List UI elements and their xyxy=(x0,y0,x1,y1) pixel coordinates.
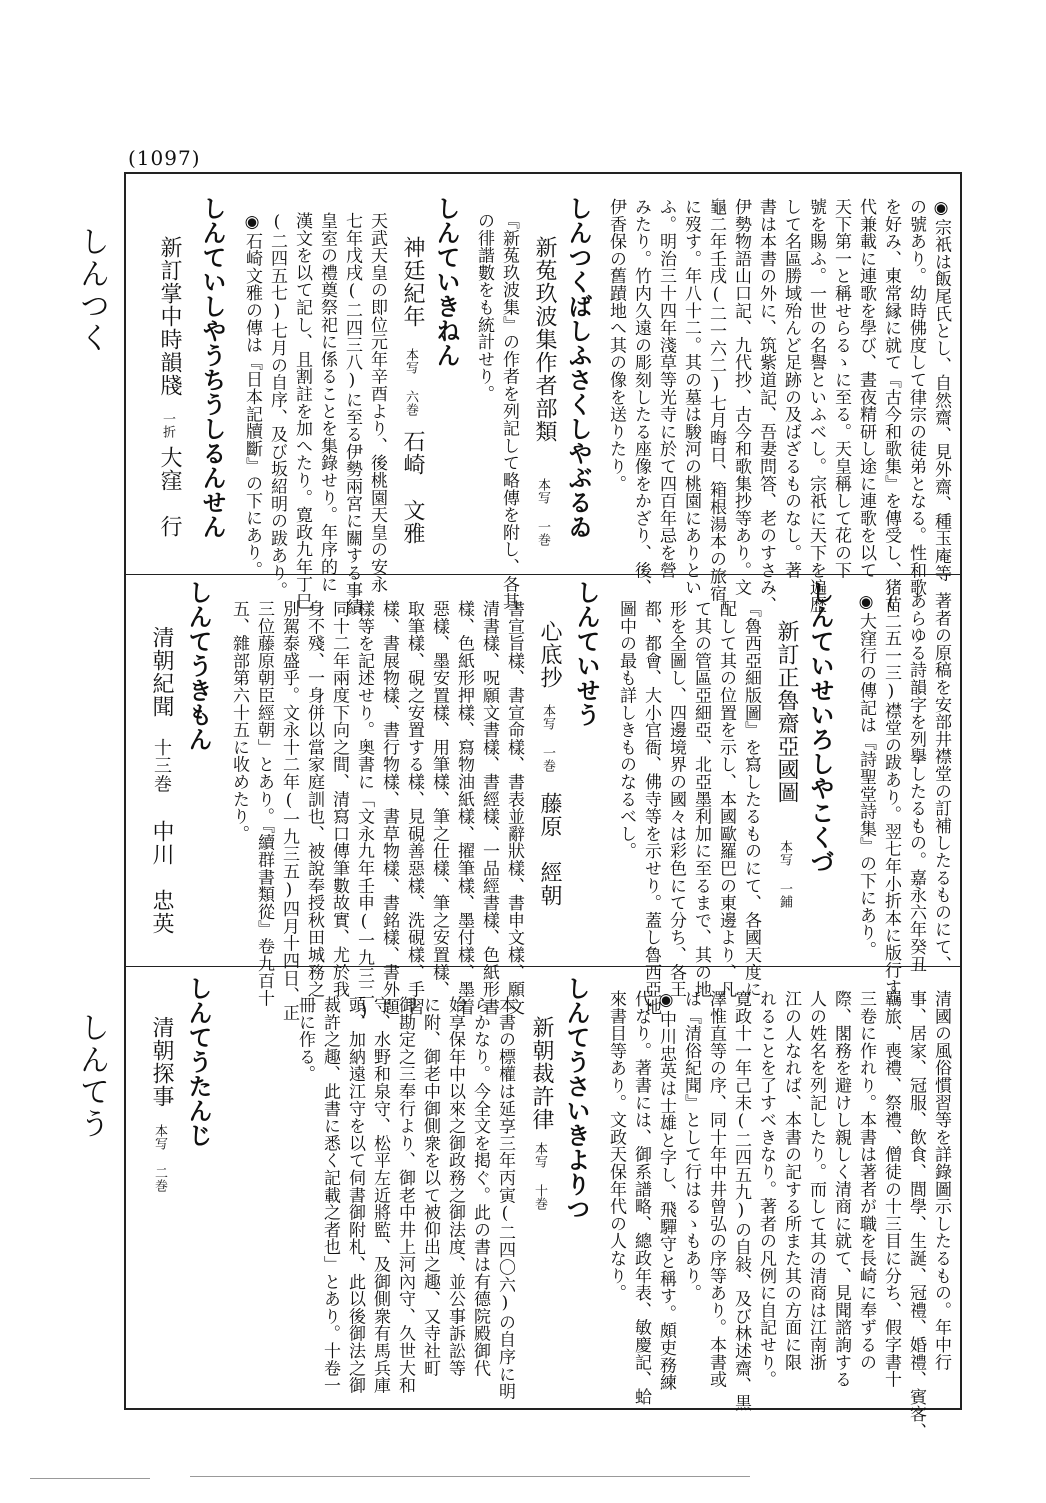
text-line: 樣、書展物樣、書行物樣、書草物樣、書銘樣、書外題 xyxy=(379,600,399,1016)
text-line: 御勘定之三奉行より、御老中井上河內守、久世大和 xyxy=(395,996,415,1394)
entry-heading: しんつくばしふさくしやぶるゐ xyxy=(564,196,593,539)
text-line: らかなり。今全文を掲ぐ。此の書は有德院殿御代 xyxy=(470,996,490,1377)
text-line: 樣、色紙形押樣、寫物油紙樣、擢筆樣、墨付樣、墨着 xyxy=(454,600,474,1016)
entry-heading: しんてうたんじ xyxy=(184,976,213,1148)
text-line: 代兼載に連歌を學び、晝夜精研し途に連歌を以て xyxy=(856,198,876,579)
entry-title: 神廷紀年 xyxy=(400,236,425,328)
entry-title: 新菟玖波集作者部類 xyxy=(532,236,557,443)
entry-author: 石崎 文雅 xyxy=(400,430,425,545)
text-line: みたり。竹内久遠の彫刻したる座像をかざり、後、 xyxy=(631,198,651,596)
text-line: 守、水野和泉守、松平左近將監、及御側衆有馬兵庫 xyxy=(370,996,390,1394)
text-line: 羈旅、喪禮、祭禮、僧徒の十三目に分ち、假字書十 xyxy=(881,990,901,1388)
entry-author: 藤原 經朝 xyxy=(537,792,562,907)
text-line: 頭、加納遠江守を以て伺書御附札、此以後御法之御 xyxy=(345,996,365,1394)
entry-heading: しんていきねん xyxy=(432,196,461,368)
text-line: 代なり。著書には、御系譜略、總政年表、敏慶記、蛤 xyxy=(631,990,651,1406)
entry-title: 清朝紀聞 xyxy=(149,626,174,718)
text-line: 漢文を以て記し、且割註を加へたり。寛政九年丁巳 xyxy=(292,212,312,610)
text-line: 來書目等あり。文政天保年代の人なり。 xyxy=(606,990,626,1302)
text-line: 書宣旨樣、書宣命樣、書表並辭狀樣、書申文樣、願文 xyxy=(504,600,524,1016)
entry-title: 心底抄 xyxy=(537,620,562,689)
entry-author: 中川 忠英 xyxy=(149,820,174,935)
text-line: て其の管區亞細亞、北亞墨利加に至るまで、其の地 xyxy=(691,600,711,998)
entry-meta: 本写 二巻 xyxy=(152,1124,167,1193)
text-line: 三卷に作れり。本書は著者が職を長崎に奉ずるの xyxy=(856,990,876,1371)
text-line: ◉宗祇は飯尾氏とし、自然齋、見外齋、種玉庵等 xyxy=(931,198,951,582)
text-line: を好み、東常縁に就て『古今和歌集』を傳受し、猪苗 xyxy=(881,198,901,614)
entry-title: 清朝探事 xyxy=(149,1016,174,1108)
text-line: 清書樣、呪願文書樣、書經樣、一品經書樣、色紙形書 xyxy=(479,600,499,1016)
side-header-bottom: しんてう xyxy=(74,1012,109,1140)
text-line: 伊香保の舊蹟地へ其の像を送りたり。 xyxy=(606,198,626,493)
text-line: は『清俗紀聞』として行はるゝもあり。 xyxy=(681,990,701,1302)
text-line: 樣等を記述せり。奥書に「文永九年壬申(一九三二) xyxy=(354,600,374,1022)
text-line: 寛政十一年己未(二四五九)の自敍、及び林述齋、黒 xyxy=(731,990,751,1412)
text-line: 三位藤原朝臣經朝」とあり。『續群書類從』卷九百十 xyxy=(254,600,274,1007)
text-line: (二五一三)襟堂の跋あり。翌七年小折本に版行す。 xyxy=(881,592,901,1014)
text-line: 同十二年兩度下向之間、清寫口傳筆數故實、尤於我 xyxy=(329,600,349,998)
text-line: あらゆる詩韻字を列擧したるもの。嘉永六年癸丑 xyxy=(906,592,926,973)
text-line: に歿す。年八十二。其の墓は駿河の桃園にありとい xyxy=(681,198,701,596)
entry-heading: しんていしやうちうしるんせん xyxy=(198,196,227,539)
text-line: 江の人なれば、本書の記する所また其の方面に限 xyxy=(781,990,801,1371)
text-line: 冊に作る。 xyxy=(295,996,315,1083)
entry-meta: 一折 xyxy=(160,412,175,439)
text-line: 澤惟直等の序、同十年中井曾弘の序等あり。本書或 xyxy=(706,990,726,1388)
entry-meta: 本写 一巻 xyxy=(540,704,555,773)
text-line: 身不殘、一身併以當家庭訓也、被說奉授秋田城務之 xyxy=(304,600,324,998)
bottom-margin-rule-2 xyxy=(190,1476,750,1477)
entry-heading: しんていせう xyxy=(572,580,601,727)
side-header-top: しんつく xyxy=(74,226,109,354)
entry-meta: 本写 六巻 xyxy=(403,348,418,417)
text-line: 著者の原稿を安部井襟堂の訂補したるものにて、 xyxy=(931,592,951,973)
text-line: 號を賜ふ。一世の名譽といふべし。宗祇に天下を遍歴 xyxy=(806,198,826,614)
text-line: れることを了すべきなり。著者の凡例に自記せり。 xyxy=(756,990,776,1388)
text-line: ふ。明治三十四年淺草等光寺に於て四百年忌を營 xyxy=(656,198,676,579)
text-line: 形を全圖し、四邊境界の國々は彩色にて分ち、各王 xyxy=(666,600,686,998)
entry-meta: 十三巻 xyxy=(151,738,172,793)
text-line: 惡樣、墨安置樣、用筆樣、筆之仕樣、筆之安置樣、 xyxy=(429,600,449,998)
text-line: ◉大窪行の傳記は『詩聖堂詩集』の下にあり。 xyxy=(856,592,876,959)
text-line: 皇室の禮奠祭祀に係ることを集錄せり。年序的に xyxy=(317,212,337,593)
text-line: 伊勢物語山口記、九代抄、古今和歌集抄等あり。文 xyxy=(731,198,751,596)
text-line: 際、閣務を避けし親しく清商に就て、見聞諮詢する xyxy=(831,990,851,1388)
entry-heading: しんてうきもん xyxy=(184,580,213,752)
text-line: に附、御老中御側衆を以て被仰出之趣、又寺社町 xyxy=(420,996,440,1377)
row-divider-2 xyxy=(124,966,962,967)
text-line: 本書の標權は延享三年丙寅(二四〇六)の自序に明 xyxy=(495,996,515,1400)
text-line: ◉中川忠英は士雄と字し、飛驒守と稱す。頗吏務練 xyxy=(656,990,676,1391)
text-line: 清國の風俗慣習等を詳錄圖示したるもの。年中行 xyxy=(931,990,951,1371)
entry-meta: 本写 一巻 xyxy=(535,478,550,547)
text-line: 事、居家、冠服、飲食、閭學、生誕、冠禮、婚禮、賓客、 xyxy=(906,990,926,1440)
text-line: (二四五七)七月の自序、及び坂紹明の跋あり。 xyxy=(267,212,287,599)
text-line: ◉石崎文雅の傳は『日本記牘斷』の下にあり。 xyxy=(242,212,262,579)
text-line: 別駕泰盛乎。文永十二年(一九三五)四月十四日、正 xyxy=(279,600,299,1022)
text-line: 『魯西亞細版圖』を寫したるものにて、各國天度に xyxy=(741,600,761,998)
text-line: の徘諧數をも統計せり。 xyxy=(474,212,494,403)
text-line: 書は本書の外に、筑紫道記、吾妻問答、老のすさみ、 xyxy=(756,198,776,614)
text-line: 天下第一と稱せらるゝに至る。天皇稱して花の下 xyxy=(831,198,851,579)
entry-heading: しんていせいろしやこくづ xyxy=(806,580,835,874)
text-line: 配して其の位置を示し、本國歐羅巴の東邊より、凡 xyxy=(716,600,736,998)
text-line: して名區勝域殆んど足跡の及ばざるものなし。著 xyxy=(781,198,801,579)
text-line: 人の姓名を列記したり。而して其の清商は江南浙 xyxy=(806,990,826,1371)
bottom-margin-rule-1 xyxy=(30,1478,150,1479)
text-line: 七年戊戌(二四三八)に至る伊勢兩宮に關する事績 xyxy=(342,212,362,616)
entry-author: 大窪 行 xyxy=(157,446,182,538)
text-line: 始享保年中以來之御政務之御法度、並公事訴訟等 xyxy=(445,996,465,1377)
entry-title: 新朝裁許律 xyxy=(529,1016,554,1131)
text-line: 『新菟玖波集』の作者を列記して略傳を附し、各其 xyxy=(499,212,519,610)
entry-title: 新訂掌中時韻牋 xyxy=(157,236,182,397)
text-line: 圖中の最も詳しきものなるべし。 xyxy=(616,600,636,860)
entry-title: 新訂正魯齋亞國圖 xyxy=(774,620,799,804)
entry-meta: 本写 一鋪 xyxy=(777,840,792,909)
text-line: の號あり。幼時佛度して律宗の徒弟となる。性和歌 xyxy=(906,198,926,596)
entry-meta: 本写 十巻 xyxy=(532,1142,547,1211)
entry-heading: しんてうさいきよりつ xyxy=(562,976,591,1221)
text-line: 龜二年壬戌(二一六二)七月晦日、箱根湯本の旅宿 xyxy=(706,198,726,602)
page-number: (1097) xyxy=(128,146,201,170)
text-line: 天武天皇の即位元年辛酉より、後桃園天皇の安永 xyxy=(367,212,387,593)
text-line: 取筆樣、硯之安置する樣、見硯善惡樣、洗硯樣、手習 xyxy=(404,600,424,1016)
text-line: 都、都會、大小官衙、佛寺等を示せり。蓋し魯西亞地 xyxy=(641,600,661,1016)
text-line: 五、雜部第六十五に收めたり。 xyxy=(229,600,249,843)
text-line: 裁許之趣、此書に悉く記載之者也」とあり。十卷一 xyxy=(320,996,340,1394)
